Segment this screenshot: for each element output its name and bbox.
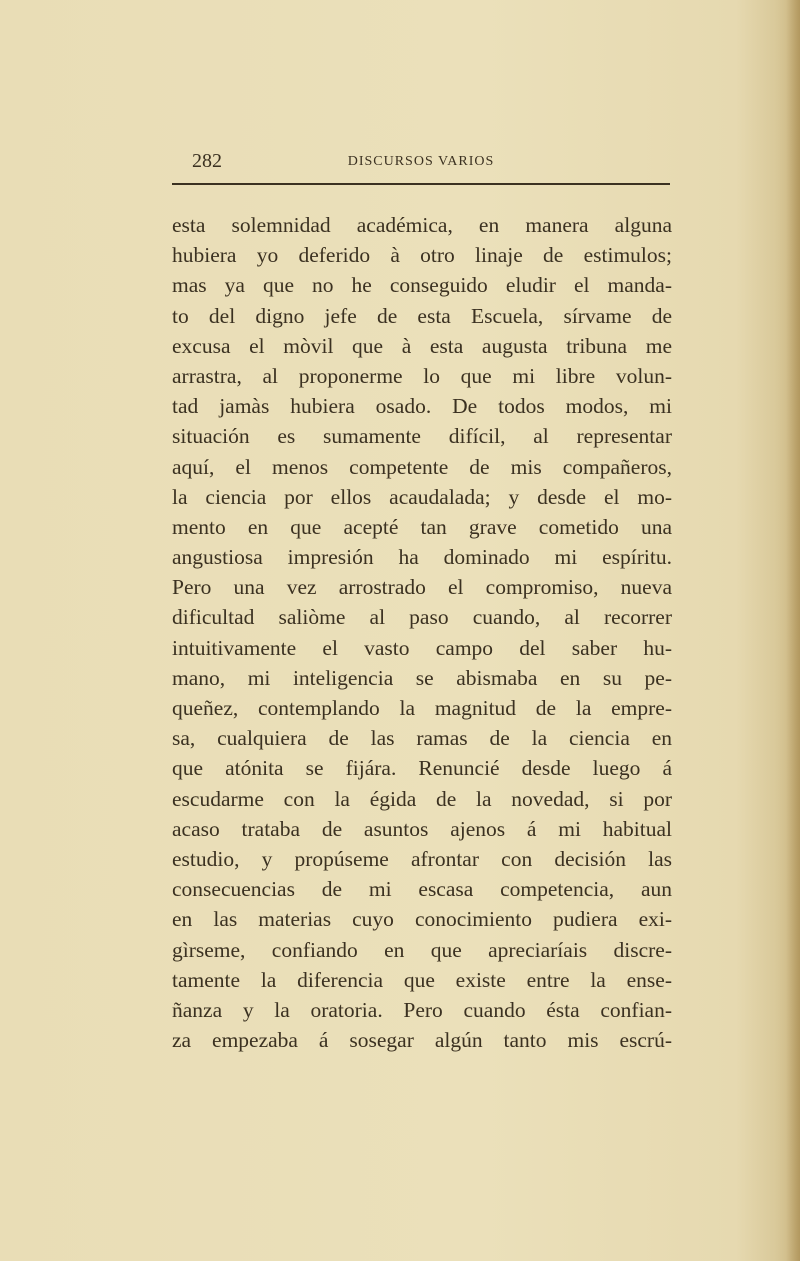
text-line: excusa el mòvil que à esta augusta tribuna me: [172, 333, 672, 358]
text-line: za empezaba á sosegar algún tanto mis escrú-: [172, 1028, 672, 1053]
page-edge-stain: [786, 0, 800, 1261]
text-line: angustiosa impresión ha dominado mi espíritu.: [172, 545, 672, 570]
text-line: gìrseme, confiando en que apreciaríais discre-: [172, 937, 672, 962]
text-line: consecuencias de mi escasa competencia, aun: [172, 877, 672, 902]
text-line: situación es sumamente difícil, al representar: [172, 424, 672, 449]
text-line: intuitivamente el vasto campo del saber hu-: [172, 635, 672, 660]
text-line: mano, mi inteligencia se abismaba en su pe-: [172, 665, 672, 690]
text-line: estudio, y propúseme afrontar con decisión las: [172, 846, 672, 871]
page-number: 282: [192, 150, 222, 172]
running-title: DISCURSOS VARIOS: [347, 154, 495, 169]
text-line: que atónita se fijára. Renuncié desde luego á: [172, 756, 672, 781]
text-line: tad jamàs hubiera osado. De todos modos, mi: [172, 394, 672, 419]
text-line: queñez, contemplando la magnitud de la empre-: [172, 696, 672, 720]
text-line: aquí, el menos competente de mis compañeros,: [172, 454, 672, 479]
text-line: arrastra, al proponerme lo que mi libre volun-: [172, 363, 672, 388]
header-rule: [172, 183, 670, 185]
text-line: dificultad saliòme al paso cuando, al recorrer: [172, 605, 672, 630]
text-line: sa, cualquiera de las ramas de la ciencia en: [172, 726, 672, 751]
text-line: mas ya que no he conseguido eludir el manda-: [172, 273, 672, 298]
text-line: hubiera yo deferido à otro linaje de estimulos;: [172, 243, 672, 268]
page-header: [172, 148, 670, 178]
text-line: to del digno jefe de esta Escuela, sírvame de: [172, 303, 672, 328]
text-line: Pero una vez arrostrado el compromiso, nueva: [172, 575, 672, 600]
body-text: [172, 210, 672, 1055]
text-line: esta solemnidad académica, en manera alguna: [172, 213, 672, 237]
text-line: acaso trataba de asuntos ajenos á mi habitual: [172, 816, 672, 841]
text-line: tamente la diferencia que existe entre la ense-: [172, 967, 672, 992]
text-line: escudarme con la égida de la novedad, si por: [172, 786, 672, 811]
text-line: la ciencia por ellos acaudalada; y desde el mo-: [172, 484, 672, 509]
text-line: ñanza y la oratoria. Pero cuando ésta confian-: [172, 997, 672, 1022]
text-line: mento en que acepté tan grave cometido una: [172, 514, 672, 539]
text-line: en las materias cuyo conocimiento pudiera exi-: [172, 907, 672, 932]
